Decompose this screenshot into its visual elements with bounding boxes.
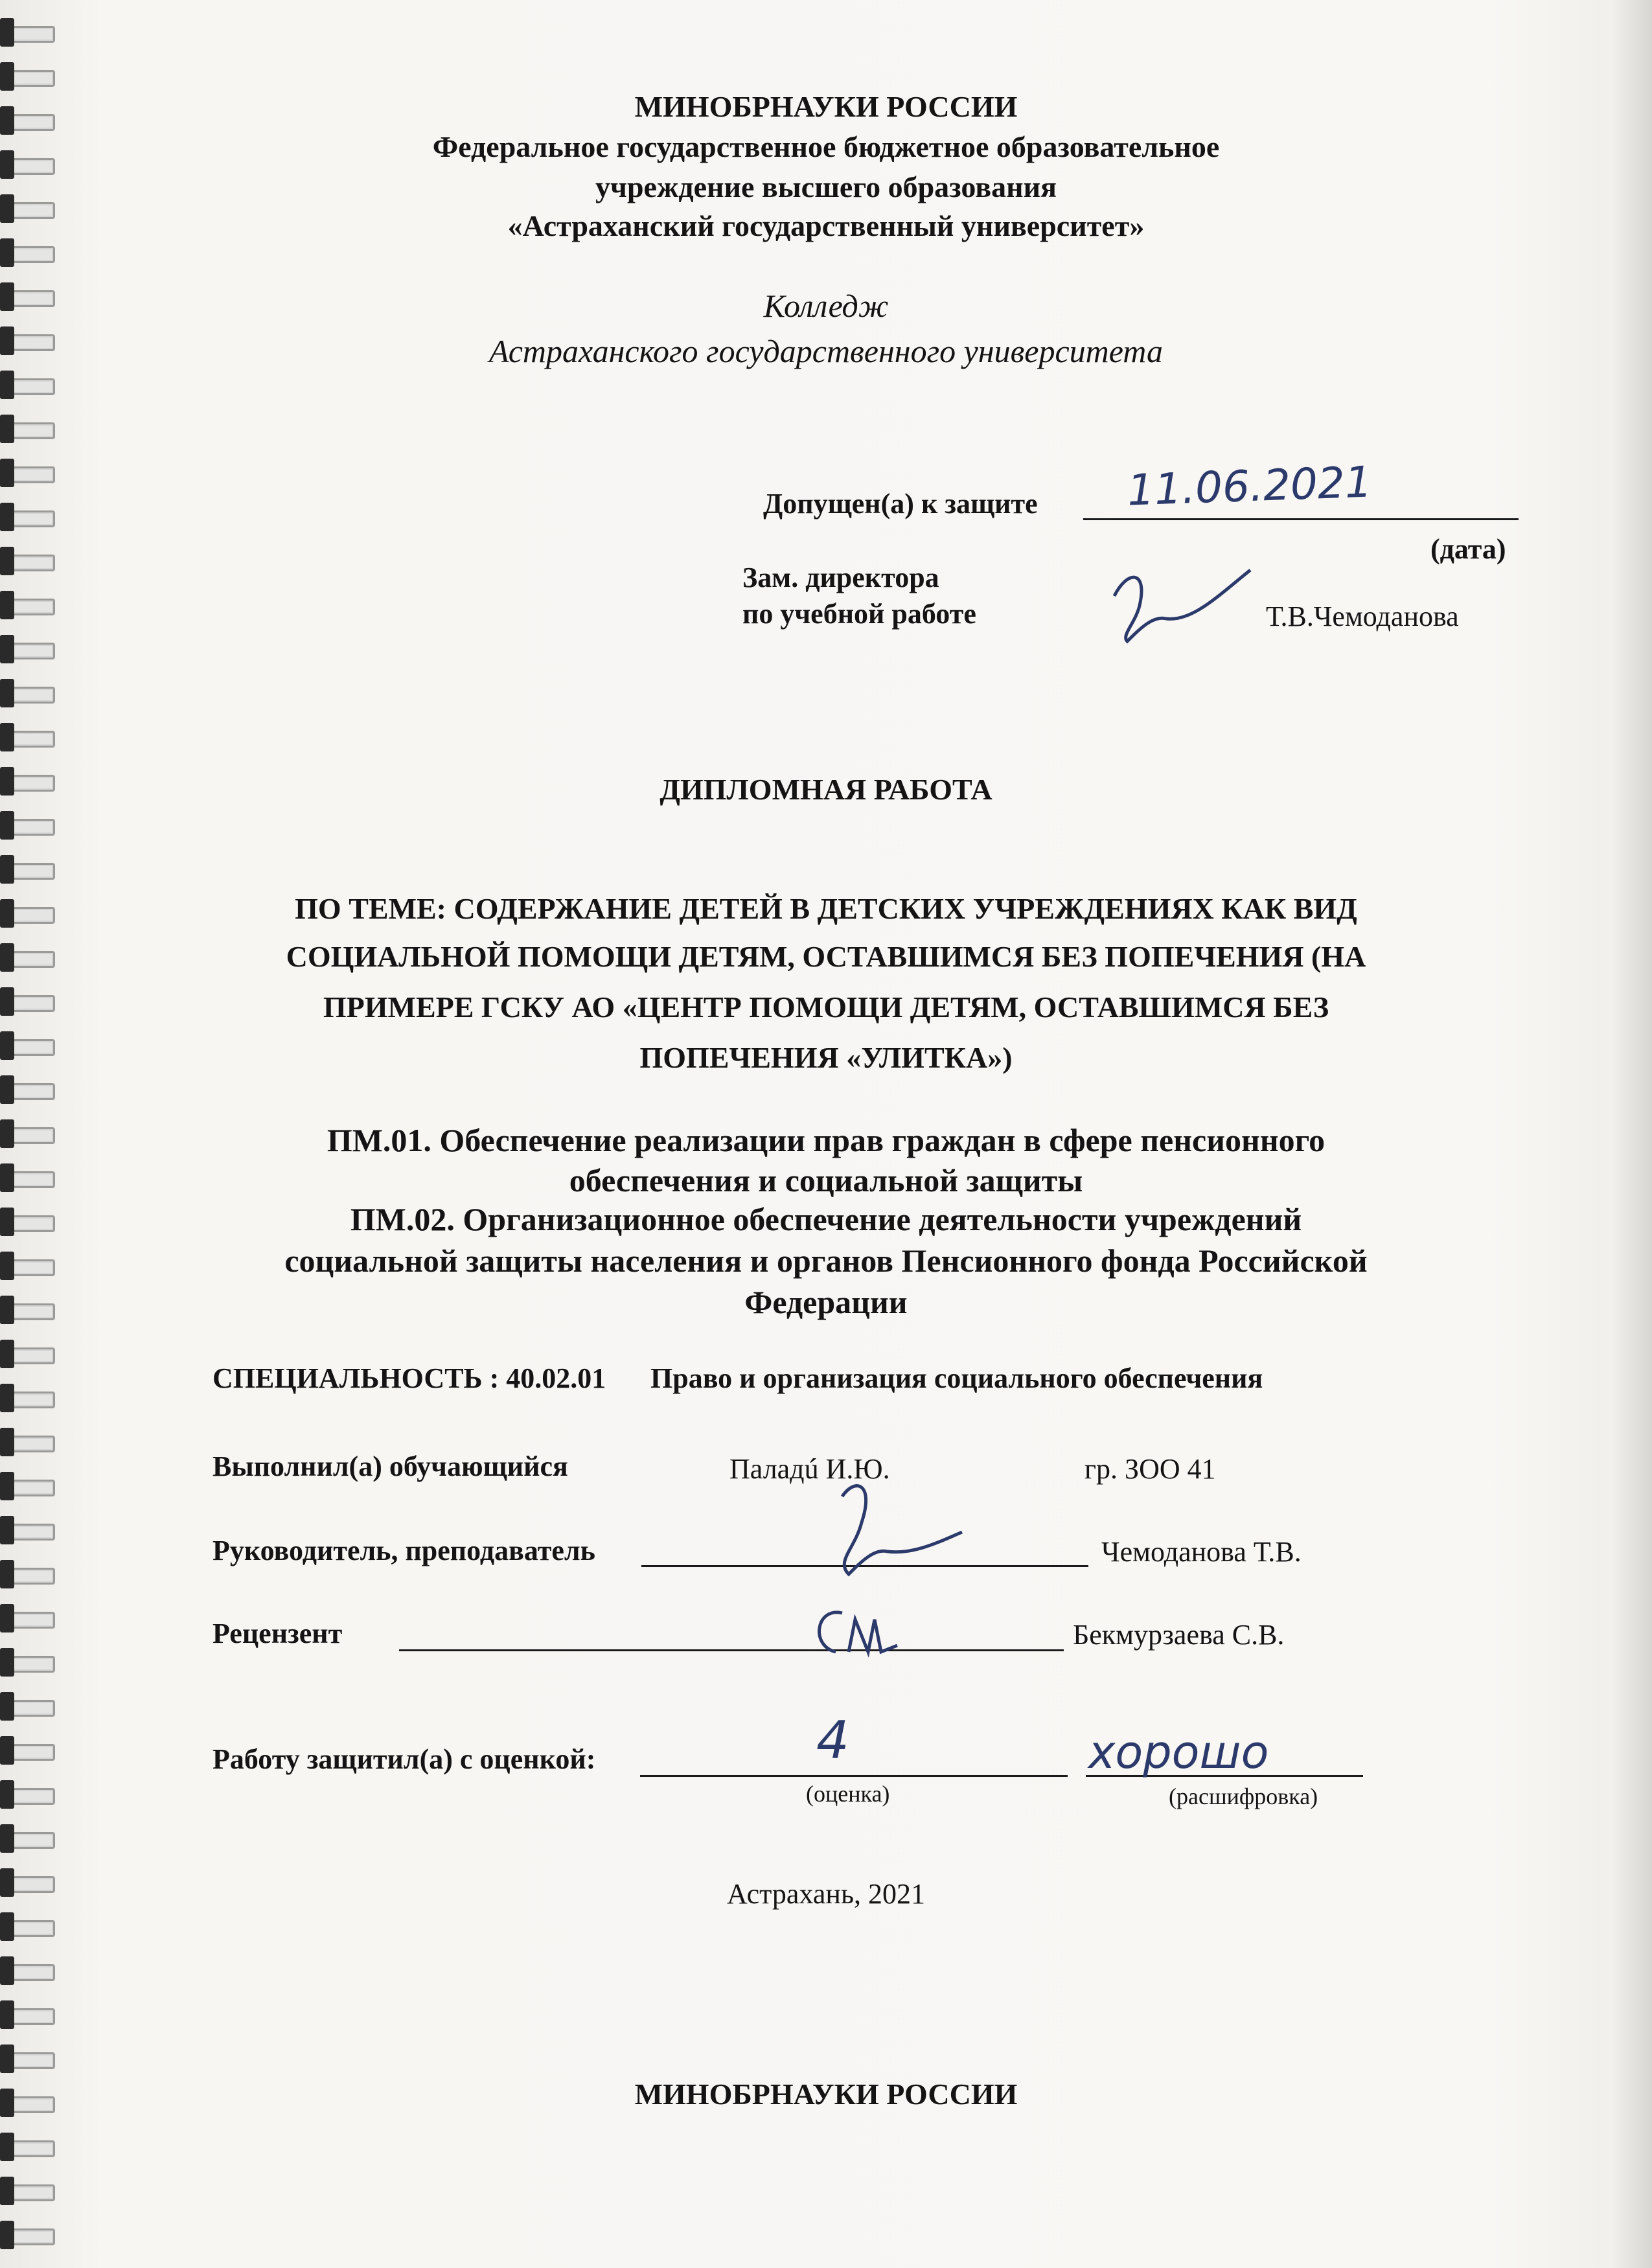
binding-ring	[0, 855, 14, 884]
binding-ring	[0, 2000, 14, 2029]
college-subtitle: Астраханского государственного университета	[488, 333, 1164, 369]
reviewer-signature-line	[399, 1649, 1064, 1651]
college-title: Колледж	[763, 288, 889, 324]
module-line-5: Федерации	[744, 1284, 908, 1320]
binding-hole	[12, 2140, 55, 2157]
binding-ring	[0, 1912, 14, 1941]
binding-hole	[12, 555, 55, 571]
ministry-title: МИНОБРНАУКИ РОССИИ	[634, 90, 1018, 123]
binding-ring	[0, 1648, 14, 1677]
binding-ring	[0, 18, 14, 47]
binding-ring	[0, 1780, 14, 1809]
binding-ring	[0, 2221, 14, 2249]
deputy-title-line-2: по учебной работе	[742, 598, 976, 630]
admission-date-handwritten: 11.06.2021	[1126, 457, 1373, 516]
grade-handwritten: 4	[816, 1710, 849, 1770]
supervisor-label: Руководитель, преподаватель	[212, 1535, 595, 1566]
binding-hole	[12, 863, 55, 880]
decoding-caption: (расшифровка)	[1169, 1783, 1318, 1809]
binding-hole	[12, 2008, 55, 2025]
binding-hole	[12, 2184, 55, 2201]
binding-hole	[12, 1964, 55, 1981]
binding-hole	[12, 1920, 55, 1937]
module-line-2: обеспечения и социальной защиты	[569, 1162, 1083, 1198]
date-caption: (дата)	[1430, 533, 1506, 565]
supervisor-name: Чемоданова Т.В.	[1101, 1536, 1302, 1568]
admission-label: Допущен(а) к защите	[763, 488, 1038, 520]
binding-hole	[12, 466, 55, 483]
binding-ring	[0, 371, 14, 399]
binding-hole	[12, 687, 55, 704]
binding-ring	[0, 1736, 14, 1765]
binding-hole	[12, 510, 55, 527]
binding-ring	[0, 547, 14, 575]
binding-ring	[0, 635, 14, 663]
binding-hole	[12, 1788, 55, 1805]
binding-ring	[0, 415, 14, 443]
binding-hole	[12, 1392, 55, 1408]
city-year: Астрахань, 2021	[726, 1878, 926, 1910]
performer-name: Паладú И.Ю.	[729, 1453, 890, 1485]
binding-ring	[0, 1956, 14, 1985]
binding-ring	[0, 1384, 14, 1412]
module-line-3: ПМ.02. Организационное обеспечение деятельности учреждений	[350, 1201, 1302, 1237]
binding-ring	[0, 459, 14, 487]
performer-group: гр. ЗОО 41	[1084, 1453, 1216, 1485]
binding-ring	[0, 1604, 14, 1632]
module-line-4: социальной защиты населения и органов Пенсионного фонда Российской	[284, 1243, 1368, 1279]
binding-ring	[0, 1560, 14, 1588]
binding-hole	[12, 1347, 55, 1364]
grade-line	[640, 1775, 1068, 1777]
deputy-title-line-1: Зам. директора	[742, 562, 939, 593]
binding-hole	[12, 1700, 55, 1717]
university-name: «Астраханский государственный университет»	[507, 209, 1145, 242]
defense-label: Работу защитил(а) с оценкой:	[212, 1743, 596, 1775]
binding-ring	[0, 2133, 14, 2161]
topic-line-3: ПРИМЕРЕ ГСКУ АО «ЦЕНТР ПОМОЩИ ДЕТЯМ, ОСТАВШИМСЯ БЕЗ	[323, 991, 1329, 1024]
institution-line-1: Федеральное государственное бюджетное образовательное	[432, 130, 1220, 163]
binding-ring	[0, 679, 14, 707]
binding-hole	[12, 643, 55, 659]
binding-hole	[12, 1832, 55, 1849]
topic-line-1: ПО ТЕМЕ: СОДЕРЖАНИЕ ДЕТЕЙ В ДЕТСКИХ УЧРЕЖДЕНИЯХ КАК ВИД	[295, 892, 1357, 925]
binding-hole	[12, 70, 55, 87]
binding-hole	[12, 378, 55, 395]
binding-ring	[0, 1340, 14, 1368]
binding-hole	[12, 2052, 55, 2069]
binding-hole	[12, 819, 55, 836]
binding-ring	[0, 2177, 14, 2205]
module-line-1: ПМ.01. Обеспечение реализации прав граждан в сфере пенсионного	[327, 1122, 1325, 1158]
binding-ring	[0, 1075, 14, 1104]
binding-hole	[12, 1524, 55, 1541]
binding-hole	[12, 26, 55, 43]
reviewer-label: Рецензент	[212, 1618, 343, 1649]
binding-hole	[12, 1568, 55, 1585]
binding-ring	[0, 1428, 14, 1456]
grade-caption: (оценка)	[806, 1781, 890, 1807]
binding-hole	[12, 1436, 55, 1452]
binding-ring	[0, 1472, 14, 1500]
binding-ring	[0, 1692, 14, 1721]
specialty-value: Право и организация социального обеспечения	[650, 1362, 1263, 1394]
next-page-header: МИНОБРНАУКИ РОССИИ	[634, 2078, 1018, 2111]
specialty-label: СПЕЦИАЛЬНОСТЬ : 40.02.01	[212, 1362, 606, 1394]
grade-text-handwritten: хорошо	[1088, 1726, 1269, 1779]
binding-ring	[0, 2045, 14, 2073]
binding-hole	[12, 599, 55, 615]
binding-ring	[0, 1824, 14, 1853]
binding-hole	[12, 422, 55, 439]
reviewer-name: Бекмурзаева С.В.	[1073, 1619, 1285, 1651]
binding-ring	[0, 62, 14, 91]
binding-ring	[0, 503, 14, 531]
topic-line-4: ПОПЕЧЕНИЯ «УЛИТКА»)	[639, 1041, 1013, 1074]
binding-ring	[0, 591, 14, 619]
binding-hole	[12, 731, 55, 748]
binding-hole	[12, 2228, 55, 2245]
binding-hole	[12, 1480, 55, 1496]
binding-ring	[0, 1516, 14, 1544]
admission-date-line	[1083, 518, 1519, 520]
binding-ring	[0, 811, 14, 840]
deputy-name: Т.В.Чемоданова	[1266, 601, 1459, 632]
binding-hole	[12, 246, 55, 263]
binding-ring	[0, 723, 14, 751]
institution-line-2: учреждение высшего образования	[595, 170, 1057, 203]
binding-hole	[12, 1744, 55, 1761]
performer-label: Выполнил(а) обучающийся	[212, 1450, 568, 1482]
binding-hole	[12, 1083, 55, 1100]
topic-line-2: СОЦИАЛЬНОЙ ПОМОЩИ ДЕТЯМ, ОСТАВШИМСЯ БЕЗ ПОПЕЧЕНИЯ (НА	[286, 940, 1366, 973]
work-type: ДИПЛОМНАЯ РАБОТА	[660, 773, 992, 806]
binding-hole	[12, 1656, 55, 1673]
binding-hole	[12, 1612, 55, 1629]
